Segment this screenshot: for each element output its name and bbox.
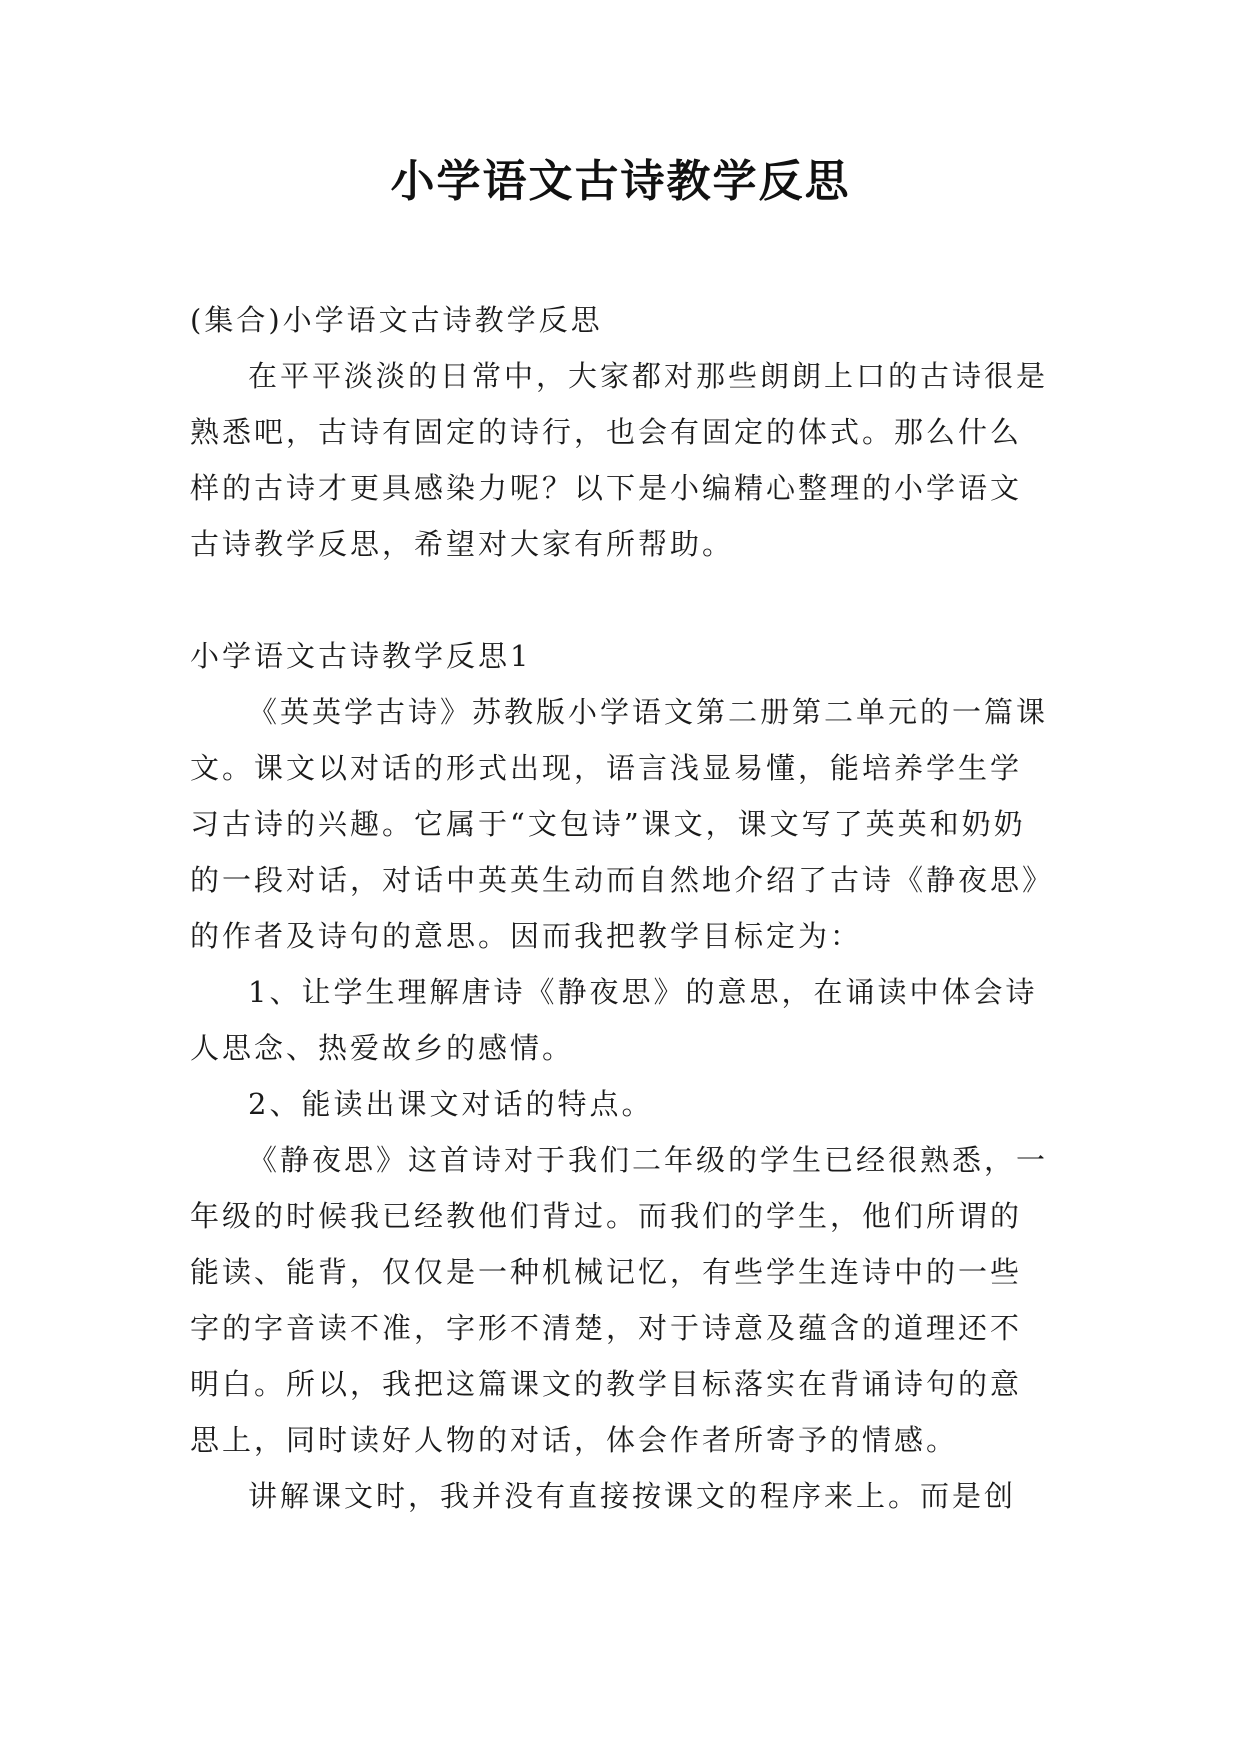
document-body — [190, 292, 1050, 1524]
document-title: 小学语文古诗教学反思 — [390, 156, 851, 207]
intro-paragraph: 在平平淡淡的日常中，大家都对那些朗朗上口的古诗很是熟悉吧，古诗有固定的诗行，也会有固定的体式。那么什么样的古诗才更具感染力呢？以下是小编精心整理的小学语文古诗教学反思，希望对大家有所帮助。 — [190, 359, 1049, 561]
section-heading: 小学语文古诗教学反思1 — [190, 639, 532, 673]
body-paragraph: 《英英学古诗》苏教版小学语文第二册第二单元的一篇课文。课文以对话的形式出现，语言浅显易懂，能培养学生学习古诗的兴趣。它属于“文包诗”课文，课文写了英英和奶奶的一段对话，对话中英英生动而自然地介绍了古诗《静夜思》的作者及诗句的意思。因而我把教学目标定为： — [190, 695, 1049, 953]
goal-item-2: 2、能读出课文对话的特点。 — [248, 1087, 654, 1121]
collection-heading: (集合)小学语文古诗教学反思 — [190, 303, 603, 337]
body-paragraph: 讲解课文时，我并没有直接按课文的程序来上。而是创 — [248, 1479, 1017, 1513]
goal-item-1: 1、让学生理解唐诗《静夜思》的意思，在诵读中体会诗人思念、热爱故乡的感情。 — [190, 975, 1038, 1065]
body-paragraph: 《静夜思》这首诗对于我们二年级的学生已经很熟悉，一年级的时候我已经教他们背过。而我们的学生，他们所谓的能读、能背，仅仅是一种机械记忆，有些学生连诗中的一些字的字音读不准，字形不清楚，对于诗意及蕴含的道理还不明白。所以，我把这篇课文的教学目标落实在背诵诗句的意思上，同时读好人物的对话，体会作者所寄予的情感。 — [190, 1143, 1049, 1457]
